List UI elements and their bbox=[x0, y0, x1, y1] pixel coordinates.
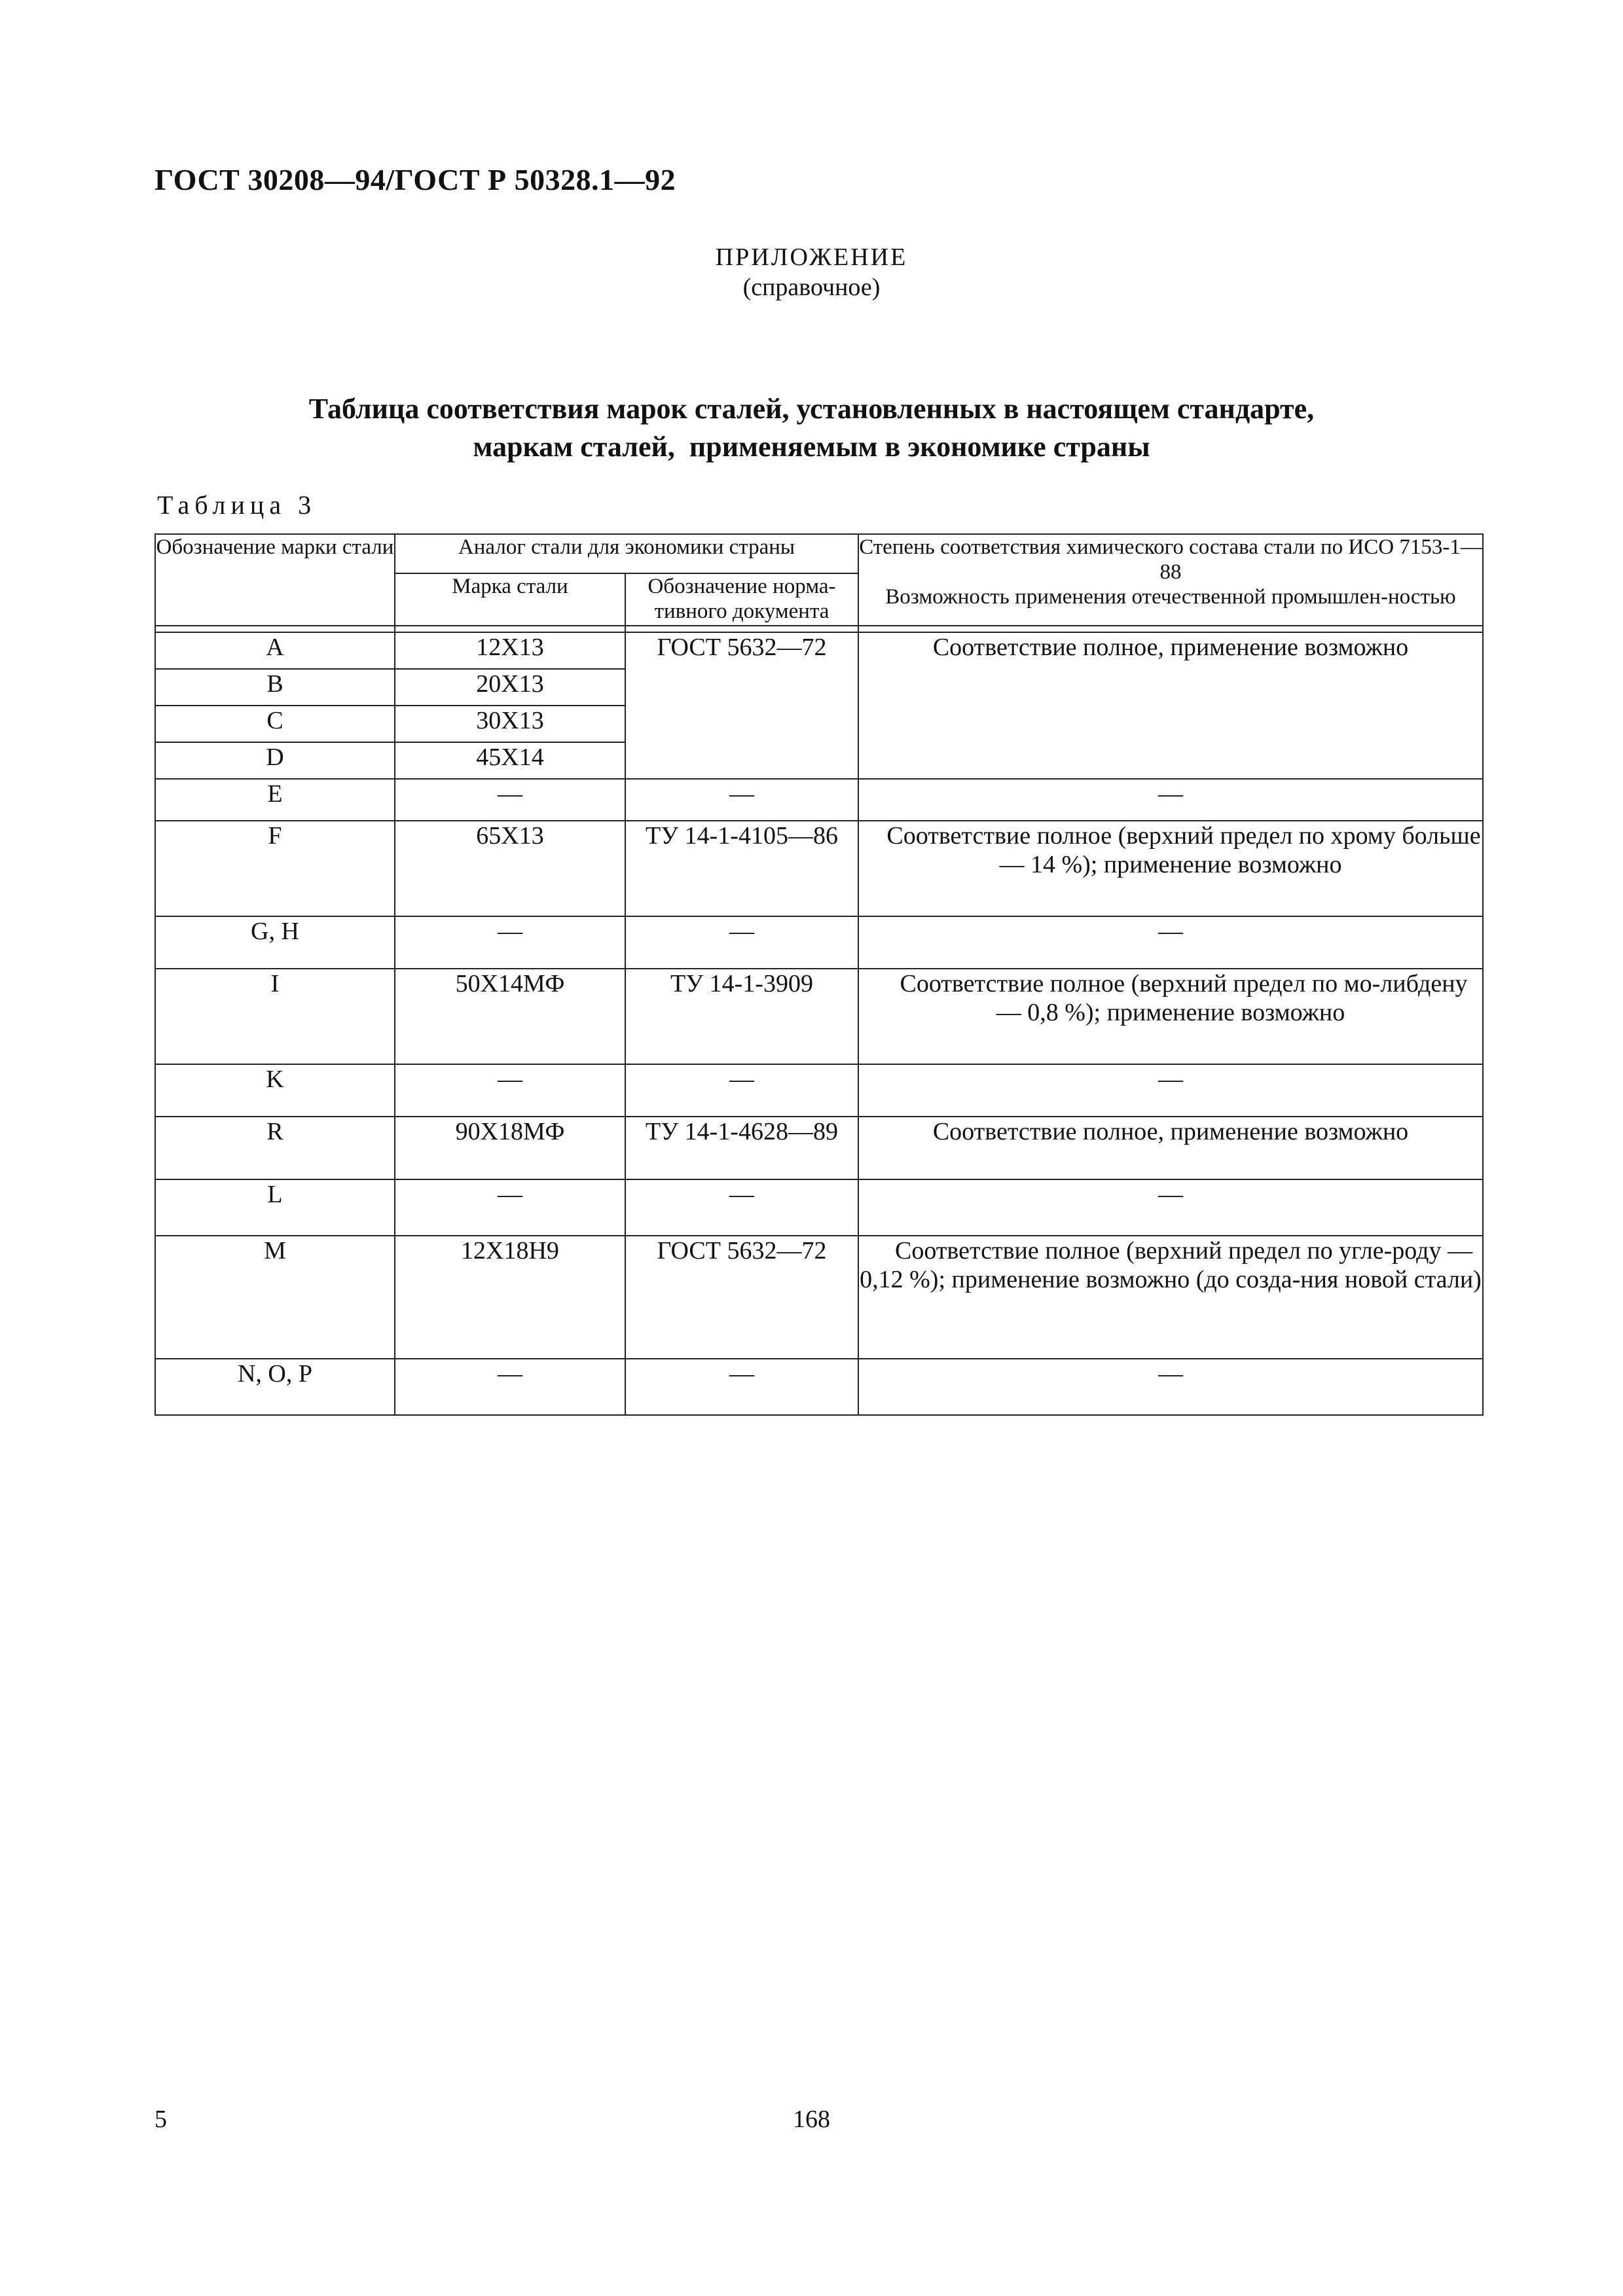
table-row bbox=[155, 821, 1483, 916]
cell-compliance: — bbox=[858, 779, 1483, 821]
cell-normdoc: ТУ 14-1-3909 bbox=[625, 969, 858, 1064]
cell-designation: G, H bbox=[155, 916, 395, 969]
table-row bbox=[155, 1359, 1483, 1415]
cell-normdoc: ТУ 14-1-4105—86 bbox=[625, 821, 858, 916]
cell-designation: D bbox=[155, 742, 395, 779]
appendix-heading bbox=[0, 242, 1623, 302]
table-row bbox=[155, 632, 1483, 669]
header-compliance-line-2: Возможность применения отечественной промышлен-ностью bbox=[885, 585, 1456, 609]
footer-sheet-number: 5 bbox=[155, 2106, 167, 2133]
table-row bbox=[155, 1117, 1483, 1179]
cell-designation: R bbox=[155, 1117, 395, 1179]
cell-designation: K bbox=[155, 1064, 395, 1117]
cell-compliance: Соответствие полное, применение возможно bbox=[858, 632, 1483, 779]
cell-compliance: Соответствие полное (верхний предел по угле-роду — 0,12 %); применение возможно (до созда-ния новой стали) bbox=[858, 1236, 1483, 1359]
cell-compliance: — bbox=[858, 916, 1483, 969]
header-compliance-line-1: Степень соответствия химического состава стали по ИСО 7153-1—88 bbox=[859, 535, 1482, 584]
cell-grade: 65Х13 bbox=[395, 821, 625, 916]
cell-designation: B bbox=[155, 669, 395, 706]
cell-designation: I bbox=[155, 969, 395, 1064]
cell-grade: 50Х14МФ bbox=[395, 969, 625, 1064]
table-caption bbox=[0, 390, 1623, 466]
cell-designation: M bbox=[155, 1236, 395, 1359]
table-row bbox=[155, 969, 1483, 1064]
table-row bbox=[155, 1179, 1483, 1236]
table-label: Таблица 3 bbox=[157, 490, 317, 520]
table-row bbox=[155, 1064, 1483, 1117]
cell-designation: A bbox=[155, 632, 395, 669]
cell-grade: — bbox=[395, 1359, 625, 1415]
cell-normdoc: ГОСТ 5632—72 bbox=[625, 1236, 858, 1359]
cell-grade: — bbox=[395, 1064, 625, 1117]
header-analog: Аналог стали для экономики страны bbox=[395, 534, 858, 573]
cell-designation: N, O, P bbox=[155, 1359, 395, 1415]
cell-normdoc: — bbox=[625, 916, 858, 969]
cell-normdoc: — bbox=[625, 779, 858, 821]
table-row bbox=[155, 1236, 1483, 1359]
header-separator bbox=[155, 626, 1483, 632]
cell-grade: 20Х13 bbox=[395, 669, 625, 706]
steel-grades-table bbox=[155, 533, 1484, 1416]
cell-designation: F bbox=[155, 821, 395, 916]
caption-line-1: Таблица соответствия марок сталей, установленных в настоящем стандарте, bbox=[308, 393, 1315, 425]
cell-designation: C bbox=[155, 706, 395, 742]
appendix-subtitle: (справочное) bbox=[742, 274, 881, 301]
caption-line-2: маркам сталей, применяемым в экономике страны bbox=[473, 431, 1150, 463]
cell-grade: — bbox=[395, 916, 625, 969]
cell-grade: 30Х13 bbox=[395, 706, 625, 742]
table-row bbox=[155, 779, 1483, 821]
cell-compliance: — bbox=[858, 1359, 1483, 1415]
footer-page-number: 168 bbox=[793, 2106, 830, 2133]
cell-grade: 45Х14 bbox=[395, 742, 625, 779]
cell-grade: 12Х13 bbox=[395, 632, 625, 669]
header-grade: Марка стали bbox=[395, 573, 625, 626]
cell-normdoc: — bbox=[625, 1064, 858, 1117]
table-row bbox=[155, 916, 1483, 969]
cell-normdoc: — bbox=[625, 1359, 858, 1415]
appendix-title: ПРИЛОЖЕНИЕ bbox=[715, 243, 908, 271]
header-normdoc: Обозначение норма-тивного документа bbox=[625, 573, 858, 626]
cell-grade: — bbox=[395, 779, 625, 821]
cell-compliance: Соответствие полное (верхний предел по мо-либдену — 0,8 %); применение возможно bbox=[858, 969, 1483, 1064]
cell-grade: 12Х18Н9 bbox=[395, 1236, 625, 1359]
cell-grade: 90Х18МФ bbox=[395, 1117, 625, 1179]
cell-compliance: Соответствие полное, применение возможно bbox=[858, 1117, 1483, 1179]
cell-compliance: Соответствие полное (верхний предел по хрому больше — 14 %); применение возможно bbox=[858, 821, 1483, 916]
cell-compliance: — bbox=[858, 1064, 1483, 1117]
document-header: ГОСТ 30208—94/ГОСТ Р 50328.1—92 bbox=[155, 163, 676, 196]
header-designation: Обозначение марки стали bbox=[155, 534, 395, 626]
cell-designation: L bbox=[155, 1179, 395, 1236]
cell-designation: E bbox=[155, 779, 395, 821]
cell-normdoc: ТУ 14-1-4628—89 bbox=[625, 1117, 858, 1179]
header-compliance bbox=[858, 534, 1483, 626]
cell-compliance: — bbox=[858, 1179, 1483, 1236]
cell-normdoc: ГОСТ 5632—72 bbox=[625, 632, 858, 779]
cell-grade: — bbox=[395, 1179, 625, 1236]
cell-normdoc: — bbox=[625, 1179, 858, 1236]
